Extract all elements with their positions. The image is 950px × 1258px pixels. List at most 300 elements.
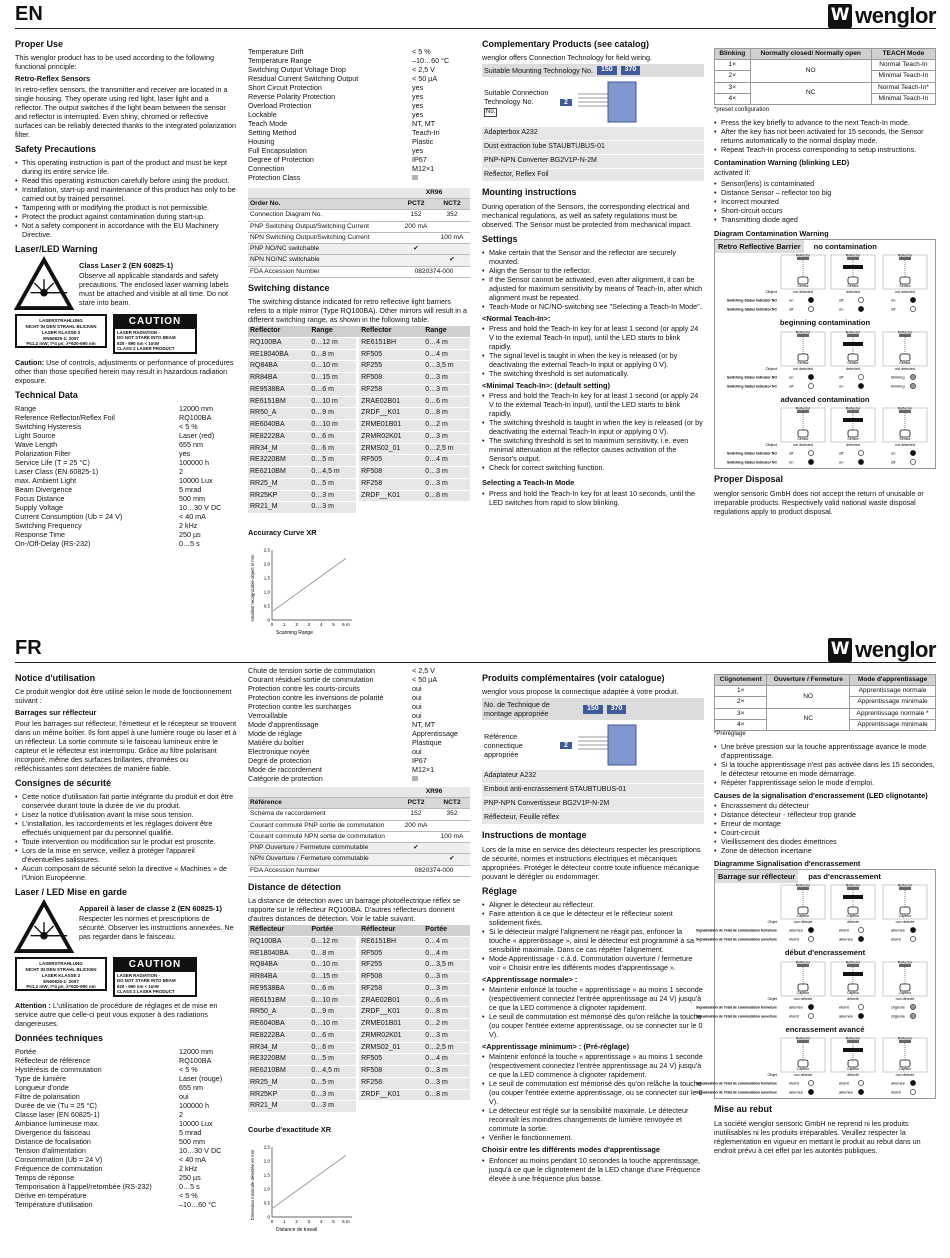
table-cell: RE9538BA bbox=[248, 384, 309, 396]
table-header-cell: NCT2 bbox=[434, 798, 470, 809]
spec-value: 5 mrad bbox=[179, 485, 202, 495]
list-item: • Toute intervention ou modification sur le produit est proscrite. bbox=[15, 837, 237, 846]
diagram-frame bbox=[714, 239, 936, 469]
table-cell: RE6151BH bbox=[359, 337, 423, 349]
reflector-label: Reflector bbox=[845, 330, 861, 335]
spec-label: Catégorie de protection bbox=[248, 774, 323, 783]
sensor-icon bbox=[798, 907, 808, 914]
spec-value: oui bbox=[412, 747, 422, 756]
spec-label: Reverse Polarity Protection bbox=[248, 92, 336, 101]
table-cell: ✔ bbox=[398, 244, 434, 255]
detection-label: détecté bbox=[847, 1073, 859, 1078]
list-item: • The switching threshold is set automatically. bbox=[482, 369, 704, 378]
tech-table bbox=[15, 1047, 237, 1209]
spec-label: Range bbox=[15, 404, 37, 414]
sensor-icon bbox=[900, 1060, 910, 1067]
table-cell: 0…10 m bbox=[309, 995, 356, 1007]
spec-value: yes bbox=[412, 101, 424, 110]
led-icon bbox=[858, 451, 863, 456]
state-label: on bbox=[789, 297, 794, 303]
table-cell: 0…3,5 m bbox=[423, 960, 470, 972]
spec-label: Chute de tension sortie de commutation bbox=[248, 666, 376, 675]
table-cell: RE6040BA bbox=[248, 420, 309, 432]
blink-table bbox=[714, 674, 936, 731]
table-cell: 0…10 m bbox=[309, 361, 356, 373]
spec-label: Protection contre les inversions de polarité bbox=[248, 693, 384, 702]
spec-label: Fréquence de commutation bbox=[15, 1164, 103, 1174]
y-tick-label: 0 bbox=[267, 1214, 270, 1220]
x-tick-label: 2 bbox=[295, 1219, 298, 1225]
led-icon bbox=[808, 1013, 813, 1018]
table-cell: Connection Diagram No. bbox=[248, 210, 398, 221]
sensor-label: Capteur bbox=[898, 914, 912, 919]
x-tick-label: 3 bbox=[307, 622, 311, 628]
sensor-label: Sensor bbox=[797, 284, 809, 289]
fr-section bbox=[0, 634, 950, 1258]
sensor-label: Sensor bbox=[847, 437, 859, 442]
column-2 bbox=[248, 668, 470, 1241]
laser-title: Laser/LED Warning bbox=[15, 243, 98, 254]
state-label: éteint bbox=[789, 1013, 799, 1019]
tech-title: Données techniques bbox=[15, 1033, 104, 1043]
spec-label: Courant résiduel sortie de commutation bbox=[248, 675, 374, 684]
accessory-item: Embout anti-encrassement STAUBTUBUS-01 bbox=[482, 784, 704, 798]
select-teach-list bbox=[482, 1156, 704, 1183]
object-label: Object bbox=[765, 365, 777, 371]
y-tick-label: 1,5 bbox=[263, 1172, 270, 1178]
table-row bbox=[482, 127, 704, 140]
table-cell: NPN Switching Output/Switching Current bbox=[248, 232, 398, 243]
table-cell: 0…4 m bbox=[423, 337, 470, 349]
list-item: • Make certain that the Sensor and the reflector are securely mounted. bbox=[482, 248, 704, 266]
y-tick-label: 2,0 bbox=[263, 1158, 270, 1164]
table-cell: 0…3 m bbox=[309, 490, 356, 502]
table-cell: 4× bbox=[715, 719, 767, 730]
table-cell bbox=[434, 843, 470, 854]
accessory-item: Adaptateur A232 bbox=[482, 770, 704, 783]
table-row bbox=[715, 60, 936, 71]
table-cell: RF508 bbox=[359, 972, 423, 984]
language-heading: EN bbox=[15, 3, 43, 25]
state-label: off bbox=[891, 306, 896, 312]
x-tick-label: 6 m bbox=[342, 622, 350, 628]
state-label: allumée bbox=[839, 936, 854, 942]
table-row bbox=[248, 396, 470, 408]
spec-label: Type de lumière bbox=[15, 1074, 67, 1084]
switching-nc-label: Switching Status Indicator NC bbox=[727, 307, 777, 312]
reflector-label: Reflector bbox=[795, 330, 811, 335]
spec-value: < 5 % bbox=[179, 1191, 198, 1201]
detection-label: détecté bbox=[847, 920, 859, 925]
list-item: • Maintenir enfoncé la touche « apprentissage » au moins 1 seconde (respectivement connectez l'entrée apprentissage au 24 V) jusqu'à ce que la LED commence à clignoter rapidement. bbox=[482, 985, 704, 1012]
spec-label: Temperature Drift bbox=[248, 47, 304, 56]
detection-label: not detected bbox=[793, 443, 813, 448]
spec-label: Mode de réglage bbox=[248, 729, 302, 738]
table-cell: 0…3 m bbox=[423, 373, 470, 385]
table-cell: RF258 bbox=[359, 478, 423, 490]
table-row bbox=[715, 675, 936, 686]
table-cell: ZRMS02_01 bbox=[359, 1042, 423, 1054]
led-icon bbox=[858, 1090, 863, 1095]
spec-label: Focus Distance bbox=[15, 494, 65, 504]
spec-value: Laser (red) bbox=[179, 431, 215, 441]
contamination-list bbox=[714, 801, 936, 855]
table-row bbox=[248, 244, 470, 255]
list-item: • L'installation, les raccordements et les réglages doivent être effectués uniquement par du personnel qualifié. bbox=[15, 819, 237, 837]
object-label: Objet bbox=[767, 1072, 777, 1078]
table-row bbox=[248, 843, 470, 854]
spec-label: Temporisation à l'appel/retombée (RS-232) bbox=[15, 1182, 152, 1192]
table-cell: 0…3 m bbox=[423, 972, 470, 984]
table-cell: 352 bbox=[434, 809, 470, 820]
table-cell: Apprentissage minimale bbox=[850, 719, 936, 730]
table-cell: 0…3,5 m bbox=[423, 361, 470, 373]
wenglor-logo-icon: W bbox=[828, 638, 852, 662]
list-item: • Teach-Mode or NC/NO-switching see "Selecting a Teach-In Mode". bbox=[482, 302, 704, 311]
list-item: • Le seuil de commutation est mémorisé dès qu'on relâche la touche (ou couper l'entrée externe apprentissage, ou se connecter sur le 0 V). bbox=[482, 1079, 704, 1106]
sensor-icon bbox=[848, 984, 858, 991]
spec-value: NT, MT bbox=[412, 119, 436, 128]
spec-value: yes bbox=[179, 449, 191, 459]
table-cell: RE8222BA bbox=[248, 431, 309, 443]
state-label: on bbox=[891, 297, 896, 303]
spec-label: Divergence du faisceau bbox=[15, 1128, 91, 1138]
state-label: éteint bbox=[839, 1004, 849, 1010]
table-cell: RE6151BM bbox=[248, 995, 309, 1007]
blink-table bbox=[714, 48, 936, 105]
x-tick-label: 4 bbox=[319, 1219, 323, 1225]
detection-label: detected bbox=[846, 366, 860, 371]
spec-value: oui bbox=[412, 693, 422, 702]
table-cell bbox=[359, 502, 423, 514]
sensor-label: Capteur bbox=[846, 1067, 860, 1072]
column-4 bbox=[696, 668, 936, 1157]
laser-labels bbox=[15, 957, 237, 997]
reflector-label: Reflector bbox=[897, 406, 913, 411]
accuracy-curve-line bbox=[272, 1156, 346, 1209]
table-row bbox=[248, 188, 470, 199]
detection-label: detected bbox=[846, 290, 860, 295]
switching-no-label: Switching Status Indicator NO bbox=[726, 451, 777, 456]
led-icon bbox=[910, 374, 915, 379]
table-cell bbox=[398, 232, 434, 243]
contamination-title: Causes de la signalisation d'encrassement (LED clignotante) bbox=[714, 790, 928, 800]
table-cell: 200 mA bbox=[398, 820, 434, 831]
table-row bbox=[715, 686, 936, 697]
spec-value: RQ100BA bbox=[179, 1056, 212, 1066]
spec-label: Ambiance lumineuse max. bbox=[15, 1119, 100, 1129]
table-cell: 0…5 m bbox=[309, 455, 356, 467]
switching-nc-label: Switching Status Indicator NC bbox=[727, 384, 777, 389]
table-row bbox=[248, 831, 470, 842]
state-label: éteint bbox=[891, 936, 901, 942]
table-cell: RF505 bbox=[359, 948, 423, 960]
spec-label: Lockable bbox=[248, 110, 277, 119]
switching-nc-label: Signalisation de l'état de commutation ouverture bbox=[696, 937, 777, 942]
led-icon bbox=[808, 1004, 813, 1009]
contamination-stage-diagram bbox=[696, 1036, 935, 1098]
table-row bbox=[248, 1030, 470, 1042]
spec-value: Apprentissage bbox=[412, 729, 458, 738]
list-item: • The switching threshold is set to maximum sensitivity, i.e. even minimal attenuation at the reflector causes activation of the Sensor's output. bbox=[482, 436, 704, 463]
spec-label: Protection contre les courts-circuits bbox=[248, 684, 360, 693]
table-row bbox=[248, 210, 470, 221]
state-label: on bbox=[789, 459, 794, 465]
table-header-cell: Range bbox=[423, 326, 470, 337]
spec-label: Protection Class bbox=[248, 173, 301, 182]
table-cell: Apprentissage normale * bbox=[850, 708, 936, 719]
reflector-label: Reflector bbox=[795, 1036, 811, 1041]
tech-table-continued bbox=[248, 47, 470, 182]
y-tick-label: 0 bbox=[267, 617, 270, 623]
sensor-title: Retro-Reflex Sensors bbox=[15, 74, 91, 84]
table-cell: NPN Ouverture / Fermeture commutable bbox=[248, 854, 398, 865]
list-item: • Aligner le détecteur au réflecteur. bbox=[482, 900, 704, 909]
table-cell: RQ84BA bbox=[248, 361, 309, 373]
spec-value: 655 nm bbox=[179, 440, 203, 450]
table-cell: RR50_A bbox=[248, 1007, 309, 1019]
product-name: XR96 bbox=[398, 787, 470, 798]
laser-caution-label-icon: CAUTION LASER RADIATION - DO NOT STARE INTO BEAM 620 - 690 nm < 1mW CLASS 2 LASER PRODUCT bbox=[113, 957, 197, 997]
table-row bbox=[248, 925, 470, 936]
column-3 bbox=[482, 34, 704, 509]
table-row bbox=[248, 337, 470, 349]
table-row bbox=[248, 983, 470, 995]
table-cell: ZRMR02K01 bbox=[359, 1030, 423, 1042]
table-cell: 0…4 m bbox=[423, 349, 470, 361]
table-header-cell: Portée bbox=[309, 925, 356, 936]
sensor-icon bbox=[798, 277, 808, 284]
diagram-title: Diagram Contamination Warning bbox=[714, 228, 829, 238]
table-cell: 0…6 m bbox=[309, 443, 356, 455]
spec-label: max. Ambient Light bbox=[15, 476, 77, 486]
laser-class-desc: Respecter les normes et prescriptions de sécurité. Observer les instructions annexées. Ne pas regarder dans le faisceau. bbox=[79, 914, 234, 942]
table-cell: RR84BA bbox=[248, 373, 309, 385]
table-cell: NC bbox=[767, 708, 850, 730]
table-cell bbox=[423, 1101, 470, 1113]
table-cell: RR21_M bbox=[248, 502, 309, 514]
safety-title: Safety Precautions bbox=[15, 143, 97, 154]
switching-title: Switching distance bbox=[248, 282, 330, 293]
sensor-label: Sensor bbox=[847, 360, 859, 365]
table-cell: 0…10 m bbox=[309, 960, 356, 972]
detection-label: non détecté bbox=[793, 996, 813, 1001]
spec-value: 100000 h bbox=[179, 1101, 209, 1111]
table-cell: 0…15 m bbox=[309, 972, 356, 984]
mount-chip: 150 bbox=[597, 66, 617, 75]
y-axis-label: Dimension minimale détectée en mm bbox=[250, 1150, 255, 1221]
table-cell: ZRME01B01 bbox=[359, 1019, 423, 1031]
table-cell: 0…3 m bbox=[423, 983, 470, 995]
detection-label: not detected bbox=[793, 366, 813, 371]
table-row bbox=[248, 478, 470, 490]
list-item: • Cette notice d'utilisation fait partie intégrante du produit et doit être conservée durant toute la durée de vie du produit. bbox=[15, 792, 237, 810]
spec-label: Beam Divergence bbox=[15, 485, 73, 495]
spec-label: Filtre de polarisation bbox=[15, 1092, 80, 1102]
spec-value: 10…30 V DC bbox=[179, 1146, 222, 1156]
settings-list bbox=[482, 900, 704, 972]
table-cell: RF508 bbox=[359, 1066, 423, 1078]
table-cell: 3× bbox=[715, 82, 751, 93]
object-label: Object bbox=[765, 442, 777, 448]
stage-title: pas d'encrassement bbox=[808, 872, 881, 882]
spec-value: oui bbox=[412, 702, 422, 711]
contamination-diagram bbox=[714, 239, 936, 469]
y-tick-label: 0,5 bbox=[263, 1200, 270, 1206]
state-label: allumée bbox=[789, 1089, 804, 1095]
table-cell: 0…9 m bbox=[309, 408, 356, 420]
table-row bbox=[248, 455, 470, 467]
laser-label-de-icon: LASERSTRAHLUNG NICHT IN DEN STRAHL BLICKEN LASER KLASSE 2 EN60825-1: 2007 P≤1,2 mW; t=4 µs; λ=620-690 nm bbox=[15, 957, 107, 991]
table-header-cell: Réflecteur bbox=[359, 925, 423, 936]
brand-logo bbox=[828, 636, 936, 664]
x-tick-label: 1 bbox=[283, 1219, 286, 1225]
switching-no-label: Switching Status Indicator NO bbox=[726, 375, 777, 380]
table-cell: 0…9 m bbox=[309, 1007, 356, 1019]
mount-chip: 150 bbox=[583, 705, 603, 714]
table-row bbox=[248, 266, 470, 277]
spec-label: Temps de réponse bbox=[15, 1173, 75, 1183]
select-teach-list bbox=[482, 489, 704, 507]
spec-label: Housing bbox=[248, 137, 275, 146]
normal-teach-list bbox=[482, 985, 704, 1039]
laser-caution: Caution: Use of controls, adjustments or performance of procedures other than those specified herein may result in hazardous radiation exposure. bbox=[15, 358, 234, 385]
reflector-label: Reflector bbox=[795, 883, 811, 888]
spec-label: Response Time bbox=[15, 530, 65, 540]
table-cell bbox=[434, 820, 470, 831]
laser-label-de-icon: LASERSTRAHLUNG NICHT IN DEN STRAHL BLICKEN LASER KLASSE 2 EN60825-1: 2007 P≤1,2 mW; t=4 µs; λ=620-690 nm bbox=[15, 314, 107, 348]
brand-logo bbox=[828, 2, 936, 30]
table-cell: Normal Teach-In bbox=[871, 60, 935, 71]
table-header-cell: PCT2 bbox=[398, 199, 434, 210]
table-cell: 0…3 m bbox=[423, 1066, 470, 1078]
list-item: • Une brève pression sur la touche apprentissage avance le mode d'apprentissage. bbox=[714, 742, 936, 760]
table-cell bbox=[359, 1101, 423, 1113]
table-cell: RR34_M bbox=[248, 443, 309, 455]
spec-label: Connection bbox=[248, 164, 285, 173]
laser-caution-label-icon: CAUTION LASER RADIATION - DO NOT STARE INTO BEAM 620 - 690 nm < 1mW CLASS 2 LASER PRODUCT bbox=[113, 314, 197, 354]
complementary-text: wenglor offers Connection Technology for field wiring. bbox=[482, 53, 652, 63]
spec-value: 100000 h bbox=[179, 458, 209, 468]
spec-label: Verrouillable bbox=[248, 711, 288, 720]
table-row bbox=[482, 168, 704, 182]
table-row bbox=[248, 1101, 470, 1113]
spec-label: Durée de vie (Tu = 25 °C) bbox=[15, 1101, 97, 1111]
reflector-label: Reflector bbox=[845, 1036, 861, 1041]
table-cell: 0…6 m bbox=[309, 1030, 356, 1042]
spec-label: Wave Length bbox=[15, 440, 58, 450]
table-cell: 0…3 m bbox=[309, 1101, 356, 1113]
list-item: • Encrassement du détecteur bbox=[714, 801, 936, 810]
accessory-item: Adapterbox A232 bbox=[482, 127, 704, 140]
object-marker bbox=[843, 972, 863, 976]
table-cell: 2× bbox=[715, 71, 751, 82]
list-item: • Vieillissement des diodes émettrices bbox=[714, 837, 936, 846]
table-cell: 0…6 m bbox=[423, 995, 470, 1007]
laser-class-title: Appareil à laser de classe 2 (EN 60825-1) bbox=[79, 904, 222, 913]
led-icon bbox=[910, 1090, 915, 1095]
table-cell: Apprentissage normale bbox=[850, 686, 936, 697]
led-icon bbox=[910, 298, 915, 303]
table-cell bbox=[434, 244, 470, 255]
led-icon bbox=[910, 928, 915, 933]
table-cell: RR84BA bbox=[248, 972, 309, 984]
switching-no-label: Signalisation de l'état de commutation fermeture bbox=[696, 1005, 777, 1010]
contamination-stage-diagram bbox=[696, 883, 935, 945]
table-cell: 152 bbox=[398, 210, 434, 221]
state-label: off bbox=[839, 450, 844, 456]
accuracy-curve-line bbox=[272, 559, 346, 612]
reflector-label: Reflector bbox=[845, 960, 861, 965]
spec-value: yes bbox=[412, 92, 424, 101]
led-icon bbox=[808, 460, 813, 465]
spec-value: 500 mm bbox=[179, 1137, 205, 1147]
blink-list bbox=[714, 118, 936, 154]
table-cell: 1× bbox=[715, 60, 751, 71]
list-item: • Tampering with or modifying the product is not permissible. bbox=[15, 203, 237, 212]
table-cell: 0…4 m bbox=[423, 455, 470, 467]
minimal-teach-list bbox=[482, 391, 704, 472]
table-cell: Courant commuté PNP sortie de commutation bbox=[248, 820, 398, 831]
table-cell: 0…3 m bbox=[309, 1089, 356, 1101]
spec-label: Setting Method bbox=[248, 128, 297, 137]
table-cell: 100 mA bbox=[434, 232, 470, 243]
sensor-icon bbox=[798, 984, 808, 991]
y-tick-label: 0,5 bbox=[263, 603, 270, 609]
table-cell: 200 mA bbox=[398, 221, 434, 232]
table-cell: 0…8 m bbox=[309, 948, 356, 960]
list-item: • Sensor(lens) is contaminated bbox=[714, 179, 936, 188]
state-label: on bbox=[839, 306, 844, 312]
tech-table-continued bbox=[248, 666, 470, 783]
reflector-label: Reflector bbox=[897, 253, 913, 258]
table-row bbox=[248, 326, 470, 337]
table-row bbox=[248, 255, 470, 266]
table-cell: ZRMS02_01 bbox=[359, 443, 423, 455]
spec-label: Matière du boîtier bbox=[248, 738, 304, 747]
connector-diagram-icon bbox=[578, 723, 648, 767]
table-header-cell: Clignotement bbox=[715, 675, 767, 686]
y-axis-label: smallest recognizable object in mm bbox=[250, 554, 255, 622]
table-cell: RF508 bbox=[359, 373, 423, 385]
table-row bbox=[715, 82, 936, 93]
table-header-cell: Réflecteur bbox=[248, 925, 309, 936]
table-cell: RR25_M bbox=[248, 478, 309, 490]
x-tick-label: 5 bbox=[332, 1219, 335, 1225]
mounting-technology: No. de Technique de montage appropriée 150 370 bbox=[482, 698, 704, 720]
table-row bbox=[248, 865, 470, 876]
table-row bbox=[248, 349, 470, 361]
table-cell: RE6151BM bbox=[248, 396, 309, 408]
spec-label: Switching Hysteresis bbox=[15, 422, 82, 432]
table-cell: 0…3 m bbox=[423, 1030, 470, 1042]
led-icon bbox=[808, 374, 813, 379]
detection-label: not detected bbox=[895, 443, 915, 448]
spec-value: Laser (rouge) bbox=[179, 1074, 223, 1084]
state-label: clignote bbox=[891, 1013, 905, 1019]
connector-diagram-icon bbox=[578, 80, 648, 124]
table-row bbox=[248, 854, 470, 865]
stage-title: encrassement avancé bbox=[785, 1024, 865, 1034]
list-item: • Incorrect mounted bbox=[714, 197, 936, 206]
sensor-icon bbox=[848, 277, 858, 284]
spec-label: Supply Voltage bbox=[15, 503, 63, 513]
table-cell: PNP Switching Output/Switching Current bbox=[248, 221, 398, 232]
reflector-label: Reflector bbox=[845, 883, 861, 888]
table-row bbox=[248, 809, 470, 820]
table-cell: RE3220BM bbox=[248, 1054, 309, 1066]
detection-label: détecté bbox=[847, 996, 859, 1001]
